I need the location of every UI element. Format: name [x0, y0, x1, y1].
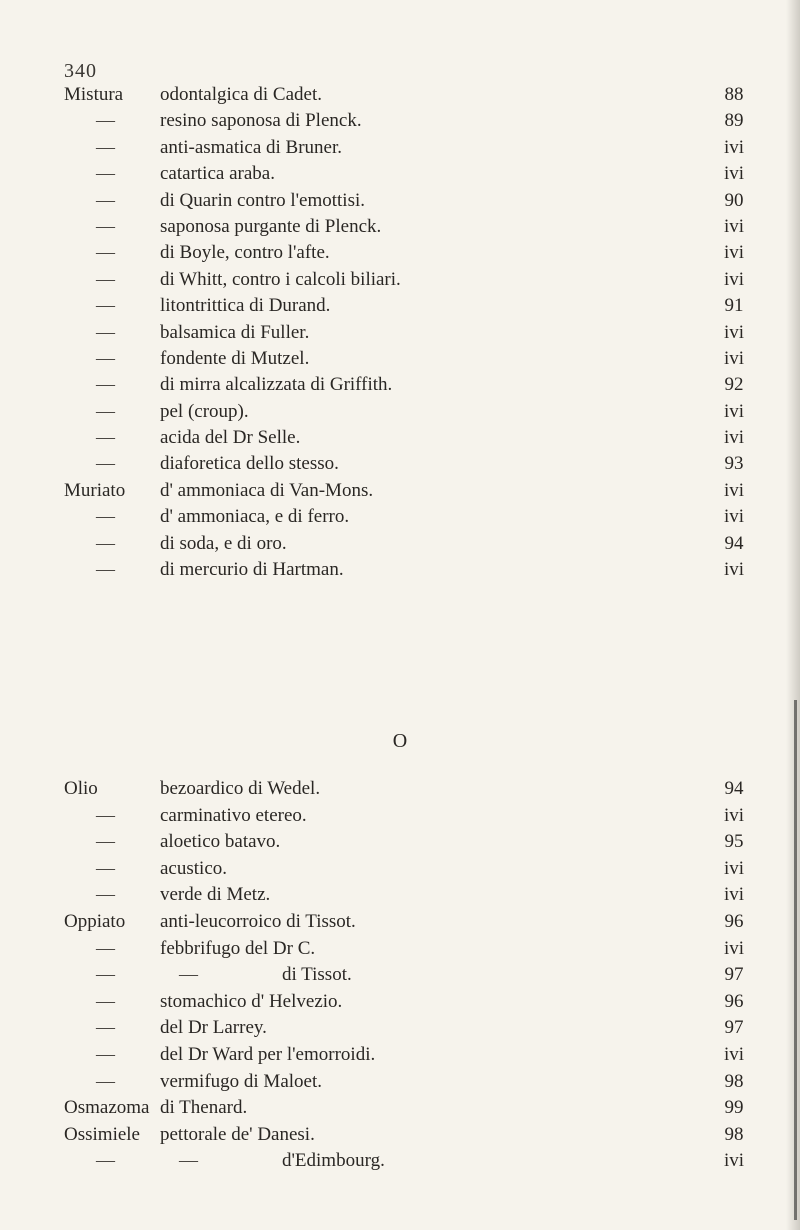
page-edge-shadow	[786, 0, 800, 1230]
entry-heading: Olio	[64, 778, 98, 799]
entry-text: acida del Dr Selle.	[160, 427, 301, 449]
page-reference: ivi	[723, 136, 745, 158]
index-entry	[64, 1015, 754, 1042]
page-reference: ivi	[723, 427, 745, 449]
page-reference: 98	[724, 1123, 744, 1145]
entry-text: bezoardico di Wedel.	[160, 778, 321, 799]
index-entry	[64, 451, 754, 477]
ditto-mark: —	[96, 110, 114, 132]
ditto-mark: —	[96, 1017, 114, 1039]
index-entry	[64, 1069, 754, 1096]
page-reference: 95	[724, 831, 744, 853]
ditto-mark: —	[96, 347, 114, 369]
index-entry	[64, 214, 754, 240]
ditto-mark: —	[96, 189, 114, 211]
entry-text: di Quarin contro l'emottisi.	[160, 189, 366, 211]
ditto-mark: —	[96, 295, 114, 317]
page-reference: 92	[724, 374, 744, 396]
index-entry	[64, 1148, 754, 1175]
ditto-mark: —	[96, 831, 114, 853]
ditto-mark: —	[96, 163, 114, 185]
index-entry	[64, 346, 754, 372]
entry-heading: Mistura	[64, 84, 124, 105]
entries-list-m	[64, 82, 754, 583]
page-reference: 97	[724, 964, 744, 986]
index-entry	[64, 320, 754, 346]
page-reference: ivi	[723, 163, 745, 185]
index-entry	[64, 108, 754, 134]
ditto-mark: —	[96, 559, 114, 581]
page-reference: ivi	[723, 347, 745, 369]
entry-heading: Osmazoma	[64, 1097, 150, 1119]
section-letter: O	[392, 730, 408, 752]
page-reference: ivi	[723, 215, 745, 237]
entry-text: pel (croup).	[160, 400, 249, 422]
index-entry	[64, 962, 754, 989]
entry-text: di soda, e di oro.	[160, 532, 287, 554]
page-number: 340	[64, 60, 97, 82]
page-reference: 90	[724, 189, 744, 211]
ditto-mark: —	[96, 937, 114, 959]
entry-text: anti-leucorroico di Tissot.	[160, 910, 356, 932]
ditto-mark: —	[96, 884, 114, 906]
ditto-mark: —	[96, 400, 114, 422]
page-reference: ivi	[723, 884, 745, 906]
page-reference: 96	[724, 910, 744, 932]
ditto-mark: —	[96, 374, 114, 396]
entry-text: di mercurio di Hartman.	[160, 559, 344, 581]
index-entry	[64, 188, 754, 214]
index-entry	[64, 776, 754, 803]
entry-text: litontrittica di Durand.	[160, 295, 331, 317]
index-entry	[64, 531, 754, 557]
entry-text: di Boyle, contro l'afte.	[160, 242, 330, 264]
entry-text: d' ammoniaca, e di ferro.	[160, 506, 350, 528]
index-entry	[64, 399, 754, 425]
page-reference: 91	[724, 295, 744, 317]
page-reference: ivi	[723, 804, 745, 826]
entry-text: odontalgica di Cadet.	[160, 84, 322, 105]
index-entry	[64, 425, 754, 451]
entry-text: del Dr Ward per l'emorroidi.	[160, 1043, 376, 1065]
page-reference: 99	[724, 1097, 744, 1119]
entry-text: aloetico batavo.	[160, 831, 281, 853]
entry-text: di Tissot.	[282, 964, 352, 986]
index-entry	[64, 936, 754, 963]
entry-text: stomachico d' Helvezio.	[160, 990, 343, 1012]
entry-heading: Muriato	[64, 479, 126, 501]
entry-heading: Ossimiele	[64, 1123, 140, 1145]
index-entry	[64, 504, 754, 530]
entry-text: vermifugo di Maloet.	[160, 1070, 322, 1092]
index-entry	[64, 989, 754, 1016]
page-reference: 89	[724, 110, 744, 132]
entry-text: del Dr Larrey.	[160, 1017, 267, 1039]
index-entry	[64, 1095, 754, 1122]
page-reference: ivi	[723, 506, 745, 528]
index-entry	[64, 161, 754, 187]
entry-heading: Oppiato	[64, 910, 126, 932]
page-reference: ivi	[723, 1150, 745, 1172]
ditto-mark: —	[96, 532, 114, 554]
page-reference: 88	[724, 84, 744, 105]
index-entry	[64, 1042, 754, 1069]
entry-text: di mirra alcalizzata di Griffith.	[160, 374, 393, 396]
index-entry	[64, 829, 754, 856]
entry-text: anti-asmatica di Bruner.	[160, 136, 343, 158]
index-entry	[64, 267, 754, 293]
entry-text: di Whitt, contro i calcoli biliari.	[160, 268, 401, 290]
ditto-mark: —	[179, 1150, 197, 1172]
page-reference: ivi	[723, 1043, 745, 1065]
ditto-mark: —	[96, 242, 114, 264]
page-reference: ivi	[723, 559, 745, 581]
index-entry	[64, 882, 754, 909]
ditto-mark: —	[96, 1070, 114, 1092]
index-entry	[64, 909, 754, 936]
index-entry	[64, 240, 754, 266]
page-reference: ivi	[723, 937, 745, 959]
entries-list-o	[64, 776, 754, 1175]
ditto-mark: —	[96, 1043, 114, 1065]
ditto-mark: —	[96, 427, 114, 449]
index-entry	[64, 293, 754, 319]
index-entry	[64, 803, 754, 830]
ditto-mark: —	[96, 1150, 114, 1172]
page-reference: 96	[724, 990, 744, 1012]
ditto-mark: —	[96, 804, 114, 826]
entry-text: fondente di Mutzel.	[160, 347, 310, 369]
ditto-mark: —	[179, 964, 197, 986]
entry-text: pettorale de' Danesi.	[160, 1123, 315, 1145]
ditto-mark: —	[96, 215, 114, 237]
ditto-mark: —	[96, 268, 114, 290]
ditto-mark: —	[96, 321, 114, 343]
entry-text: verde di Metz.	[160, 884, 271, 906]
page-reference: 94	[724, 778, 744, 799]
page-reference: 93	[724, 453, 744, 475]
ditto-mark: —	[96, 964, 114, 986]
ditto-mark: —	[96, 506, 114, 528]
entry-text: acustico.	[160, 857, 228, 879]
entry-text: saponosa purgante di Plenck.	[160, 215, 382, 237]
entry-text: febbrifugo del Dr C.	[160, 937, 316, 959]
page-reference: ivi	[723, 242, 745, 264]
page-reference: ivi	[723, 321, 745, 343]
page-reference: ivi	[723, 400, 745, 422]
page-reference: 97	[724, 1017, 744, 1039]
page-reference: ivi	[723, 857, 745, 879]
ditto-mark: —	[96, 990, 114, 1012]
entry-text: resino saponosa di Plenck.	[160, 110, 362, 132]
ditto-mark: —	[96, 857, 114, 879]
index-entry	[64, 372, 754, 398]
page-edge-line	[794, 700, 797, 1220]
page-reference: ivi	[723, 479, 745, 501]
index-entry	[64, 82, 754, 108]
index-entry	[64, 478, 754, 504]
entry-text: diaforetica dello stesso.	[160, 453, 339, 475]
index-entry	[64, 135, 754, 161]
entry-text: d'Edimbourg.	[282, 1150, 385, 1172]
index-entry	[64, 557, 754, 583]
page-reference: 98	[724, 1070, 744, 1092]
index-entry	[64, 856, 754, 883]
index-entry	[64, 1122, 754, 1149]
page-reference: 94	[724, 532, 744, 554]
entry-text: di Thenard.	[160, 1097, 248, 1119]
entry-text: catartica araba.	[160, 163, 275, 185]
ditto-mark: —	[96, 136, 114, 158]
entry-text: d' ammoniaca di Van-Mons.	[160, 479, 374, 501]
ditto-mark: —	[96, 453, 114, 475]
entry-text: carminativo etereo.	[160, 804, 307, 826]
page-reference: ivi	[723, 268, 745, 290]
entry-text: balsamica di Fuller.	[160, 321, 310, 343]
